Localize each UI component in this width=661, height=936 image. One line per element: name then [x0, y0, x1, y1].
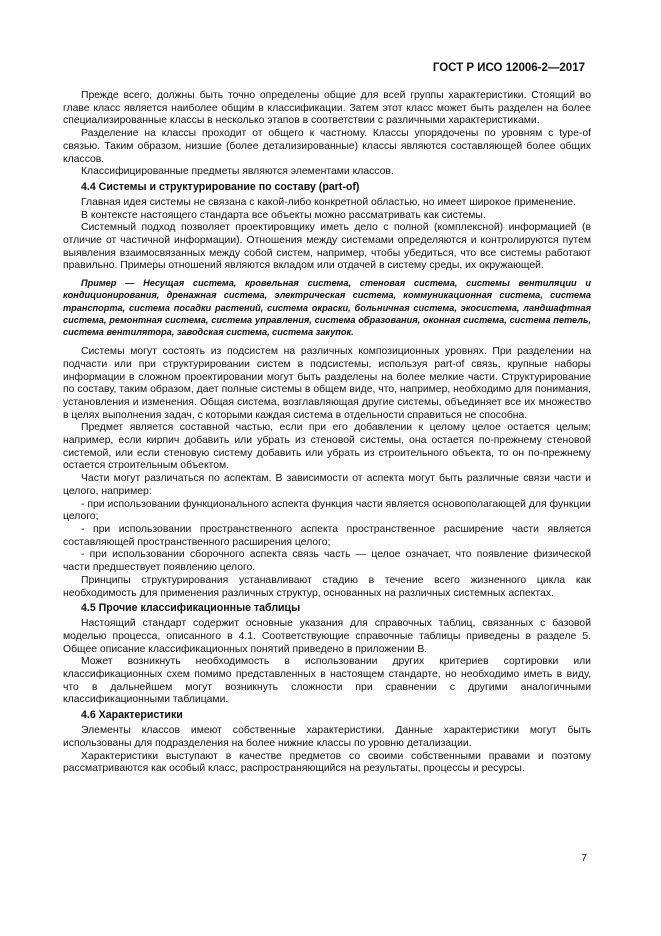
- page-number: 7: [581, 853, 587, 864]
- section-heading-4-4: 4.4 Системы и структурирование по составу (part-of): [81, 180, 360, 193]
- list-item: - при использовании пространственного аспекта пространственное расширение части является составляющей пространственного расширения целого;: [63, 524, 591, 548]
- paragraph: Системный подход позволяет проектировщику иметь дело с полной (комплексной) информацией (в отличие от частичной информации). Отношения между системами определяются и контролируются путем выявления взаимосвязанных между собой систем, например, чтобы убедиться, что все системы работают правильно. Примеры отношений являются вкладом или отдачей в систему среды, их окружающей.: [63, 222, 591, 272]
- example-note: Пример — Несущая система, кровельная система, стеновая система, системы вентиляции и кондиционирования, дренажная система, электрическая система, коммуникационная система, система транспорта, система посадки растений, система окраски, больничная система, экосистема, ландшафтная система, ремонтная система, система управления, система образования, оконная система, система петель, система вентилятора, заводская система, система закупок.: [63, 278, 591, 337]
- paragraph: Части могут различаться по аспектам. В зависимости от аспекта могут быть различные связи части и целого, например:: [63, 473, 591, 497]
- paragraph: Прежде всего, должны быть точно определены общие для всей группы характеристики. Стоящий во главе класс является наиболее общим в классификации. Затем этот класс может быть разделен на более специализированные классы в несколько этапов в соответствии с различными характеристиками.: [63, 90, 591, 127]
- paragraph: В контексте настоящего стандарта все объекты можно рассматривать как системы.: [81, 209, 486, 221]
- paragraph: Главная идея системы не связана с какой-либо конкретной областью, но имеет широкое применение.: [81, 196, 576, 208]
- section-heading-4-5: 4.5 Прочие классификационные таблицы: [81, 602, 301, 615]
- list-item: - при использовании функционального аспекта функция части является основополагающей для функции целого;: [63, 498, 591, 523]
- page-content: [63, 90, 591, 776]
- paragraph: Элементы классов имеют собственные характеристики. Данные характеристики могут быть использованы для подразделения на более нижние классы по уровню детализации.: [63, 725, 591, 749]
- paragraph: Разделение на классы проходит от общего к частному. Классы упорядочены по уровням с type-of связью. Таким образом, низшие (более детализированные) классы являются составляющей более общих классов.: [63, 128, 591, 165]
- document-header: ГОСТ Р ИСО 12006-2—2017: [432, 62, 585, 74]
- paragraph: Системы могут состоять из подсистем на различных композиционных уровнях. При разделении на подчасти или при структурировании систем в подсистемы, используя part-of связь, крупные наборы информации в сложном проектировании могут быть разделены на более мелкие части. Структурирование по составу, таким образом, дает полные системы в общем виде, что, например, необходимо для понимания, установления и изменения. Общая система, возглавляющая другие системы, объединяет все их множество в целях выполнения задач, с которыми каждая система в отдельности справиться не способна.: [63, 346, 591, 421]
- paragraph: Классифицированные предметы являются элементами классов.: [81, 166, 394, 178]
- paragraph: Настоящий стандарт содержит основные указания для справочных таблиц, связанных с базовой моделью процесса, описанного в 4.1. Соответствующие справочные таблицы приведены в разделе 5. Общее описание классификационных понятий приведено в приложении В.: [63, 618, 591, 655]
- paragraph: Предмет является составной частью, если при его добавлении к целому целое остается целым; например, если кирпич добавить или убрать из стеновой системы, она остается по-прежнему стеновой системой, или если стеновую систему добавить или убрать из строительного объекта, то он по-прежнему остается строительным объектом.: [63, 422, 591, 472]
- section-heading-4-6: 4.6 Характеристики: [81, 709, 183, 722]
- paragraph: Принципы структурирования устанавливают стадию в течение всего жизненного цикла как необходимость для применения различных структур, основанных на различных системных аспектах.: [63, 574, 591, 599]
- paragraph: Может возникнуть необходимость в использовании других критериев сортировки или классификационных схем помимо представленных в настоящем стандарте, но необходимо иметь в виду, что в дальнейшем могут возникнуть сложности при сравнении с другими аналогичными классификационными таблицами.: [63, 656, 591, 706]
- paragraph: Характеристики выступают в качестве предметов со своими собственными правами и поэтому рассматриваются как особый класс, распространяющийся на результаты, процессы и ресурсы.: [63, 750, 591, 775]
- list-item: - при использовании сборочного аспекта связь часть — целое означает, что появление физической части предшествует появлению целого.: [63, 549, 591, 574]
